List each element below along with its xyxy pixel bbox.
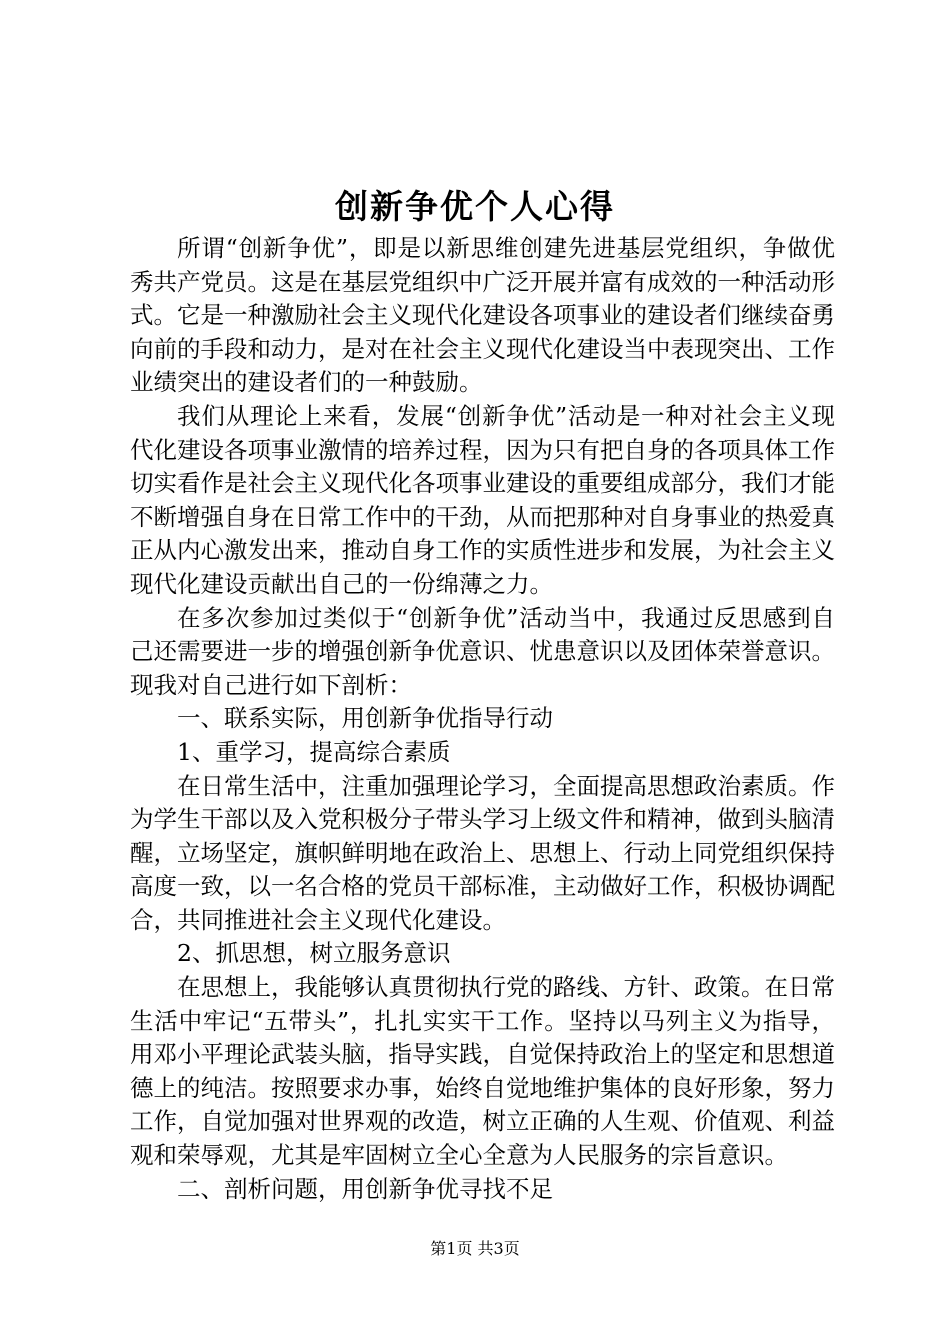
- paragraph-intro: 所谓“创新争优”，即是以新思维创建先进基层党组织，争做优秀共产党员。这是在基层党组织中广泛开展并富有成效的一种活动形式。它是一种激励社会主义现代化建设各项事业的建设者们继续奋勇向前的手段和动力，是对在社会主义现代化建设当中表现突出、工作业绩突出的建设者们的一种鼓励。: [130, 234, 835, 397]
- document-title: 创新争优个人心得: [335, 187, 615, 226]
- section-heading-1: 一、联系实际，用创新争优指导行动: [177, 704, 553, 733]
- page-number-footer: 第1页 共3页: [430, 1239, 520, 1258]
- paragraph-theory: 我们从理论上来看，发展“创新争优”活动是一种对社会主义现代化建设各项事业激情的培养过程，因为只有把自身的各项具体工作切实看作是社会主义现代化各项事业建设的重要组成部分，我们才能不断增强自身在日常工作中的干劲，从而把那种对自身事业的热爱真正从内心激发出来，推动自身工作的实质性进步和发展，为社会主义现代化建设贡献出自己的一份绵薄之力。: [130, 401, 835, 598]
- paragraph-thought: 在思想上，我能够认真贯彻执行党的路线、方针、政策。在日常生活中牢记“五带头”，扎扎实实干工作。坚持以马列主义为指导，用邓小平理论武装头脑，指导实践，自觉保持政治上的坚定和思想道德上的纯洁。按照要求办事，始终自觉地维护集体的良好形象，努力工作，自觉加强对世界观的改造，树立正确的人生观、价值观、利益观和荣辱观，尤其是牢固树立全心全意为人民服务的宗旨意识。: [130, 973, 835, 1170]
- paragraph-study: 在日常生活中，注重加强理论学习，全面提高思想政治素质。作为学生干部以及入党积极分子带头学习上级文件和精神，做到头脑清醒，立场坚定，旗帜鲜明地在政治上、思想上、行动上同党组织保持高度一致，以一名合格的党员干部标准，主动做好工作，积极协调配合，共同推进社会主义现代化建设。: [130, 771, 835, 934]
- subheading-1: 1、重学习，提高综合素质: [177, 737, 451, 766]
- section-heading-2: 二、剖析问题，用创新争优寻找不足: [177, 1174, 553, 1203]
- document-body: [130, 232, 835, 1206]
- subheading-2: 2、抓思想，树立服务意识: [177, 939, 451, 968]
- paragraph-reflection: 在多次参加过类似于“创新争优”活动当中，我通过反思感到自己还需要进一步的增强创新争优意识、忧患意识以及团体荣誉意识。现我对自己进行如下剖析：: [130, 603, 835, 699]
